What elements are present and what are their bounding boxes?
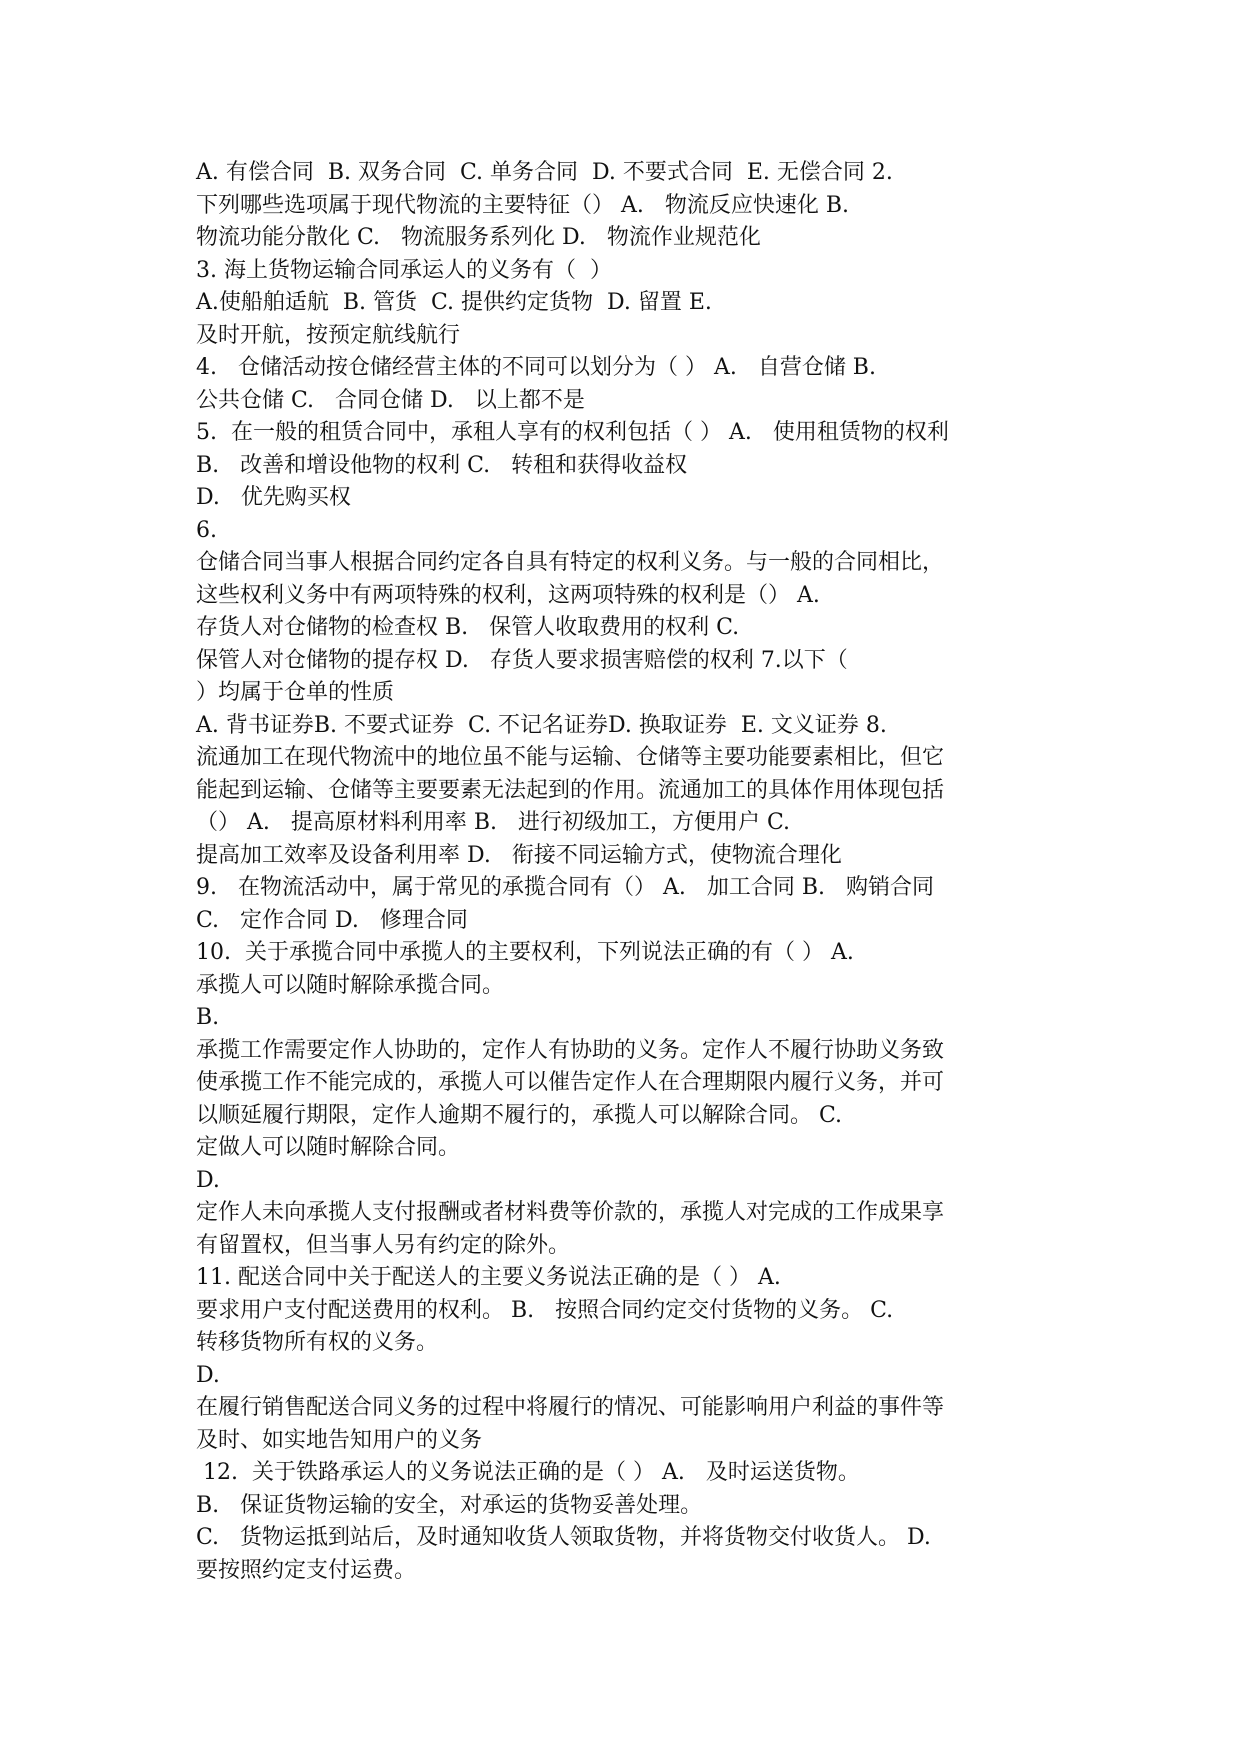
text-line: 下列哪些选项属于现代物流的主要特征（） A. 物流反应快速化 B. [196,192,850,218]
text-line: C. 定作合同 D. 修理合同 [196,907,468,933]
text-line: 5. 在一般的租赁合同中，承租人享有的权利包括（ ） A. 使用租赁物的权利 [196,420,949,445]
text-line: 这些权利义务中有两项特殊的权利，这两项特殊的权利是（） A. [196,582,820,608]
text-line: 及时、如实地告知用户的义务 [196,1427,483,1453]
text-line: 使承揽工作不能完成的，承揽人可以催告定作人在合理期限内履行义务，并可 [196,1070,945,1095]
text-line: ）均属于仓单的性质 [196,680,395,705]
document-body [196,157,1076,1587]
text-line: D. 优先购买权 [196,485,351,510]
text-line: 流通加工在现代物流中的地位虽不能与运输、仓储等主要功能要素相比，但它 [196,745,945,770]
text-line: 定作人未向承揽人支付报酬或者材料费等价款的，承揽人对完成的工作成果享 [196,1200,945,1225]
text-line: 有留置权，但当事人另有约定的除外。 [196,1232,571,1258]
text-line: （） A. 提高原材料利用率 B. 进行初级加工，方便用户 C. [196,810,791,835]
text-line: 12. 关于铁路承运人的义务说法正确的是（ ） A. 及时运送货物。 [196,1460,860,1485]
text-line: B. [196,1005,220,1030]
text-line: 在履行销售配送合同义务的过程中将履行的情况、可能影响用户利益的事件等 [196,1395,945,1420]
text-line: 转移货物所有权的义务。 [196,1330,439,1355]
text-line: 公共仓储 C. 合同仓储 D. 以上都不是 [196,387,585,413]
text-line: 承揽工作需要定作人协助的，定作人有协助的义务。定作人不履行协助义务致 [196,1037,945,1063]
text-line: 定做人可以随时解除合同。 [196,1135,461,1160]
text-line: 存货人对仓储物的检查权 B. 保管人收取费用的权利 C. [196,615,740,640]
text-line: 保管人对仓储物的提存权 D. 存货人要求损害赔偿的权利 7.以下（ [196,647,848,673]
text-line: 6. [196,517,217,543]
text-line: 提高加工效率及设备利用率 D. 衔接不同运输方式，使物流合理化 [196,842,842,868]
text-line: A. 有偿合同 B. 双务合同 C. 单务合同 D. 不要式合同 E. 无偿合同 2. [196,160,893,185]
text-line: 10. 关于承揽合同中承揽人的主要权利，下列说法正确的有（ ） A. [196,940,854,965]
text-line: B. 保证货物运输的安全，对承运的货物妥善处理。 [196,1492,703,1518]
text-line: 9. 在物流活动中，属于常见的承揽合同有（） A. 加工合同 B. 购销合同 [196,875,934,900]
text-line: 及时开航，按预定航线航行 [196,322,461,348]
text-line: 要按照约定支付运费。 [196,1557,417,1583]
text-line: 能起到运输、仓储等主要要素无法起到的作用。流通加工的具体作用体现包括 [196,777,945,803]
text-line: D. [196,1362,220,1388]
text-line: C. 货物运抵到站后，及时通知收货人领取货物，并将货物交付收货人。 D. [196,1525,931,1550]
text-line: 4. 仓储活动按仓储经营主体的不同可以划分为（ ） A. 自营仓储 B. [196,355,876,380]
text-line: 承揽人可以随时解除承揽合同。 [196,972,505,998]
text-line: 物流功能分散化 C. 物流服务系列化 D. 物流作业规范化 [196,225,761,250]
text-line: 11. 配送合同中关于配送人的主要义务说法正确的是（ ） A. [196,1265,781,1290]
text-line: B. 改善和增设他物的权利 C. 转租和获得收益权 [196,452,688,478]
text-line: D. [196,1167,220,1193]
text-line: 以顺延履行期限，定作人逾期不履行的，承揽人可以解除合同。 C. [196,1102,843,1128]
text-line: A.使船舶适航 B. 管货 C. 提供约定货物 D. 留置 E. [196,290,712,315]
text-line: A. 背书证券B. 不要式证券 C. 不记名证券D. 换取证券 E. 文义证券 8. [196,712,887,738]
text-line: 3. 海上货物运输合同承运人的义务有（ ） [196,257,612,283]
text-line: 要求用户支付配送费用的权利。 B. 按照合同约定交付货物的义务。 C. [196,1297,894,1323]
text-line: 仓储合同当事人根据合同约定各自具有特定的权利义务。与一般的合同相比， [196,550,945,575]
